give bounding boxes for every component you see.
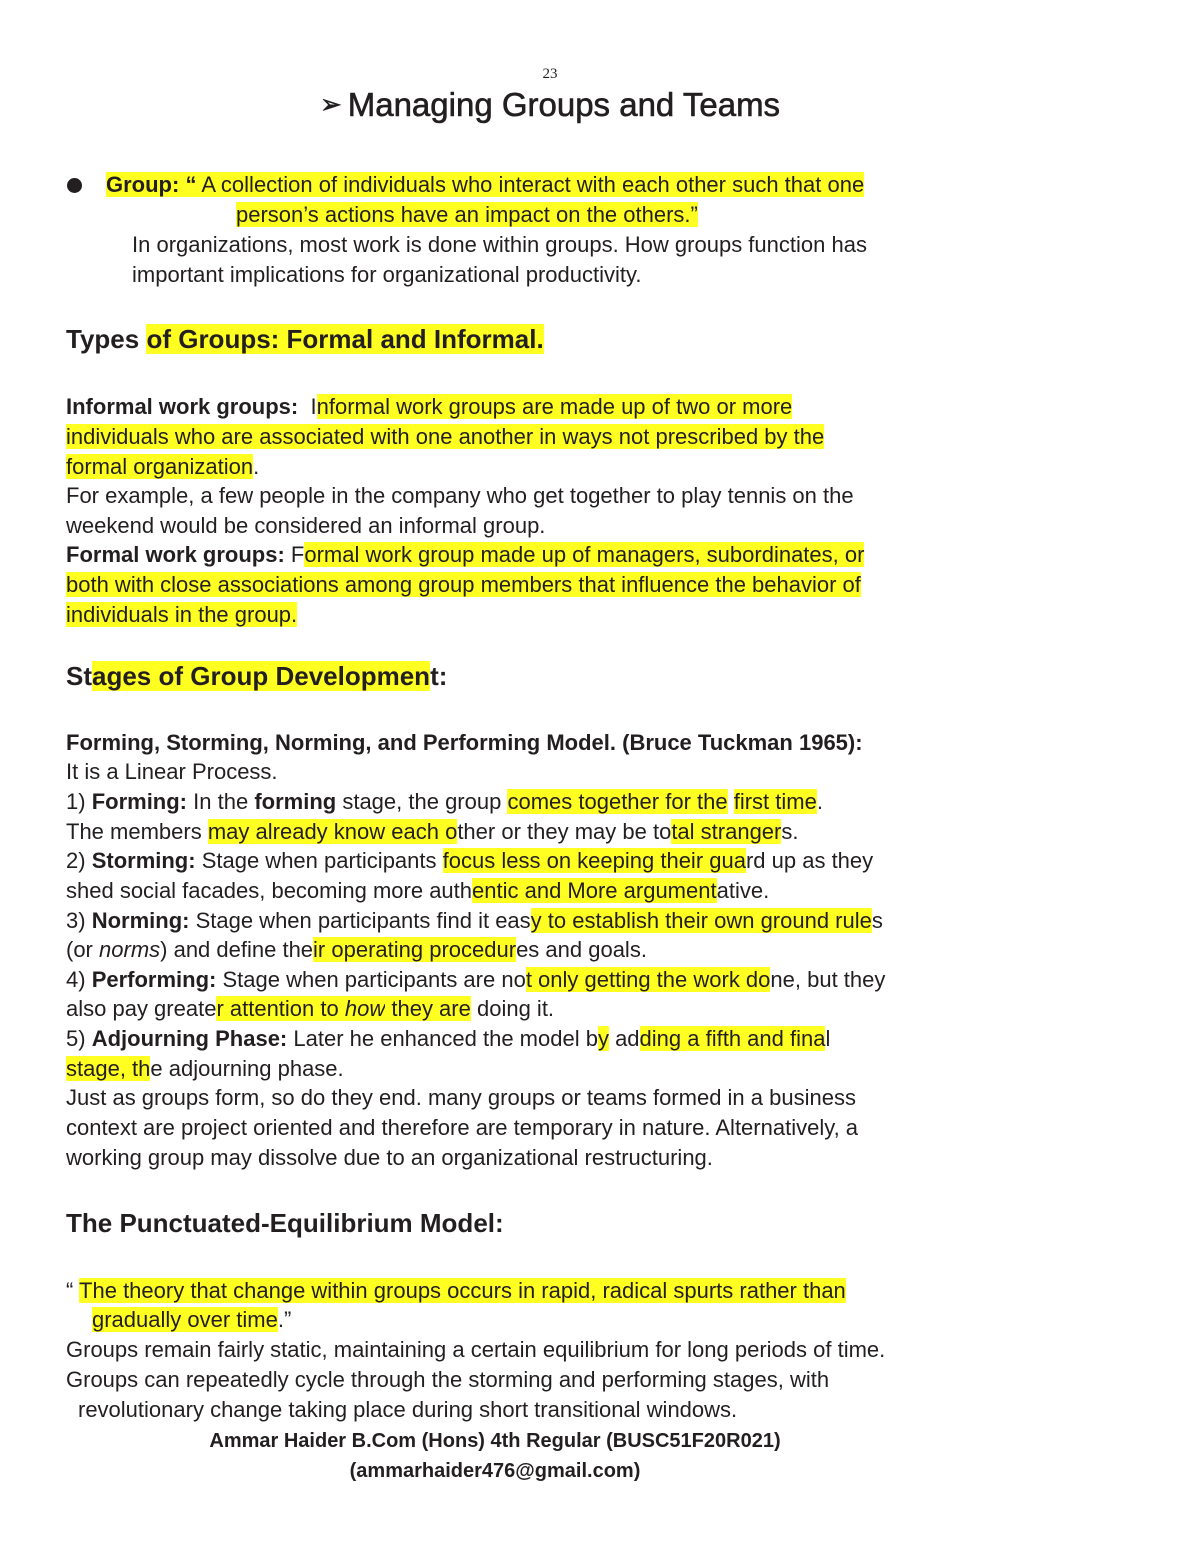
model-line: Forming, Storming, Norming, and Performing Model. (Bruce Tuckman 1965): <box>66 730 863 755</box>
stage2-line2 <box>66 876 769 906</box>
stage4-l2i: how <box>344 996 386 1021</box>
stage2-num: 2) <box>66 848 86 873</box>
formal-text1: ormal work group made up of managers, subordinates, or <box>304 542 865 567</box>
stage1-a: In the <box>193 789 249 814</box>
stage1-l2hl2: tal stranger <box>671 819 782 844</box>
stage1-b: forming <box>254 789 337 814</box>
stage4-line1 <box>66 965 885 995</box>
stage1-l2c: s. <box>781 819 799 844</box>
stage4-l2a: also pay greate <box>66 996 217 1021</box>
stages-heading <box>66 661 447 692</box>
punctuated-open-quote: “ <box>66 1278 74 1303</box>
stage5-b: ad <box>615 1026 640 1051</box>
formal-line1 <box>66 540 864 570</box>
stage3-b: s <box>871 908 883 933</box>
punctuated-quote-line1 <box>66 1276 846 1306</box>
stage2-l2b: ative. <box>716 878 770 903</box>
page-title <box>0 86 1100 124</box>
stage1-num: 1) <box>66 789 86 814</box>
space <box>339 996 345 1021</box>
stage3-line2 <box>66 935 647 965</box>
informal-line3 <box>66 452 259 482</box>
punctuated-hl2: gradually over time <box>92 1307 278 1332</box>
stage3-l2hl: ir operating procedur <box>313 937 517 962</box>
stage3-l2b: ) and define the <box>160 937 314 962</box>
stage5-line1 <box>66 1024 830 1054</box>
stage1-l2b: ther or they may be to <box>457 819 672 844</box>
stages-heading-b: ages of Group Developmen <box>92 661 431 691</box>
linear-line: It is a Linear Process. <box>66 759 278 784</box>
stages-heading-a: St <box>66 661 92 691</box>
punctuated-p3: revolutionary change taking place during short transitional windows. <box>78 1397 738 1422</box>
group-open-quote: “ <box>185 172 197 197</box>
stages-heading-c: t: <box>430 661 448 691</box>
group-def-text1: A collection of individuals who interact with each other such that one <box>201 172 865 197</box>
stage4-num: 4) <box>66 967 86 992</box>
footer-email: (ammarhaider476@gmail.com) <box>349 1460 641 1482</box>
group-definition-line1 <box>106 170 864 200</box>
stage1-line2 <box>66 817 799 847</box>
stage5-num: 5) <box>66 1026 86 1051</box>
formal-text2: both with close associations among group members that influence the behavior of <box>66 572 861 597</box>
group-body-line1: In organizations, most work is done within groups. How groups function has <box>132 232 867 257</box>
footer-author: Ammar Haider B.Com (Hons) 4th Regular (BUSC51F20R021) <box>209 1430 781 1452</box>
punctuated-quote-line2 <box>92 1305 291 1335</box>
stage3-l2c: es and goals. <box>516 937 647 962</box>
stage3-num: 3) <box>66 908 86 933</box>
formal-line2 <box>66 570 861 600</box>
punctuated-p2: Groups can repeatedly cycle through the storming and performing stages, with <box>66 1367 830 1392</box>
group-body-line2: important implications for organizational productivity. <box>132 262 642 287</box>
stage1-hl1: comes together for the <box>507 789 728 814</box>
stage3-l2i: norms <box>99 937 161 962</box>
stage5-line2 <box>66 1054 344 1084</box>
stage1-l2hl1: may already know each o <box>207 819 458 844</box>
stage2-hl1: focus less on keeping their gua <box>442 848 746 873</box>
informal-line1 <box>66 392 792 422</box>
stage2-line1 <box>66 846 873 876</box>
stage4-line2 <box>66 994 554 1024</box>
types-heading-a: Types <box>66 324 140 354</box>
stage4-b: ne, but they <box>770 967 886 992</box>
stage2-a: Stage when participants <box>201 848 437 873</box>
stage4-l2b: doing it. <box>476 996 555 1021</box>
punctuated-close: .” <box>277 1307 292 1332</box>
stage1-label: Forming: <box>91 789 188 814</box>
informal-text1: nformal work groups are made up of two or more <box>316 394 793 419</box>
stage1-d: . <box>816 789 823 814</box>
title-text: Managing Groups and Teams <box>347 86 781 123</box>
stage3-a: Stage when participants find it eas <box>195 908 531 933</box>
stage5-label: Adjourning Phase: <box>91 1026 288 1051</box>
informal-I: I <box>310 394 317 419</box>
informal-label: Informal work groups: <box>66 394 299 419</box>
punctuated-hl1: The theory that change within groups occurs in rapid, radical spurts rather than <box>79 1278 846 1303</box>
group-definition-line2 <box>236 200 698 230</box>
bullet-icon <box>67 178 82 193</box>
stage4-l2hl2: they are <box>391 996 471 1021</box>
stage2-l2hl: entic and More argument <box>472 878 717 903</box>
stage2-b: rd up as they <box>745 848 874 873</box>
types-heading <box>66 324 544 355</box>
formal-text3: individuals in the group. <box>66 602 298 627</box>
stage2-label: Storming: <box>91 848 196 873</box>
stage2-l2a: shed social facades, becoming more auth <box>66 878 473 903</box>
types-heading-b: of Groups: Formal and Informal. <box>146 324 544 354</box>
end-line2: context are project oriented and therefore are temporary in nature. Alternatively, a <box>66 1115 859 1140</box>
stage3-hl: y to establish their own ground rule <box>530 908 872 933</box>
formal-F: F <box>290 542 305 567</box>
stage4-a: Stage when participants are no <box>222 967 526 992</box>
stage4-label: Performing: <box>91 967 217 992</box>
stage1-hl2: first time <box>733 789 817 814</box>
stage4-l2hl1: r attention to <box>216 996 339 1021</box>
punctuated-p1: Groups remain fairly static, maintaining a certain equilibrium for long periods of time. <box>66 1337 886 1362</box>
stage3-line1 <box>66 906 883 936</box>
stage5-a: Later he enhanced the model b <box>293 1026 598 1051</box>
page-number: 23 <box>542 66 558 82</box>
informal-line2 <box>66 422 824 452</box>
example-line1: For example, a few people in the company who get together to play tennis on the <box>66 483 854 508</box>
end-line3: working group may dissolve due to an organizational restructuring. <box>66 1145 713 1170</box>
punctuated-heading: The Punctuated-Equilibrium Model: <box>66 1208 504 1238</box>
arrow-bullet-icon: ➢ <box>319 90 342 120</box>
stage5-hl2: ding a fifth and fina <box>639 1026 826 1051</box>
stage5-l2hl: stage, th <box>66 1056 151 1081</box>
informal-text3: formal organization <box>66 454 254 479</box>
stage1-c: stage, the group <box>342 789 502 814</box>
stage1-line1 <box>66 787 823 817</box>
formal-line3 <box>66 600 297 630</box>
stage5-hl1: y <box>597 1026 609 1051</box>
stage1-l2a: The members <box>66 819 202 844</box>
example-line2: weekend would be considered an informal group. <box>66 513 546 538</box>
end-line1: Just as groups form, so do they end. many groups or teams formed in a business <box>66 1085 856 1110</box>
period: . <box>253 454 260 479</box>
stage5-c: l <box>825 1026 831 1051</box>
stage3-label: Norming: <box>91 908 190 933</box>
group-label: Group: <box>106 172 180 197</box>
stage3-l2a: (or <box>66 937 93 962</box>
formal-label: Formal work groups: <box>66 542 285 567</box>
group-def-text2: person’s actions have an impact on the others.” <box>236 202 698 227</box>
stage4-hl: t only getting the work do <box>525 967 771 992</box>
stage5-l2b: e adjourning phase. <box>150 1056 344 1081</box>
informal-text2: individuals who are associated with one another in ways not prescribed by the <box>66 424 825 449</box>
